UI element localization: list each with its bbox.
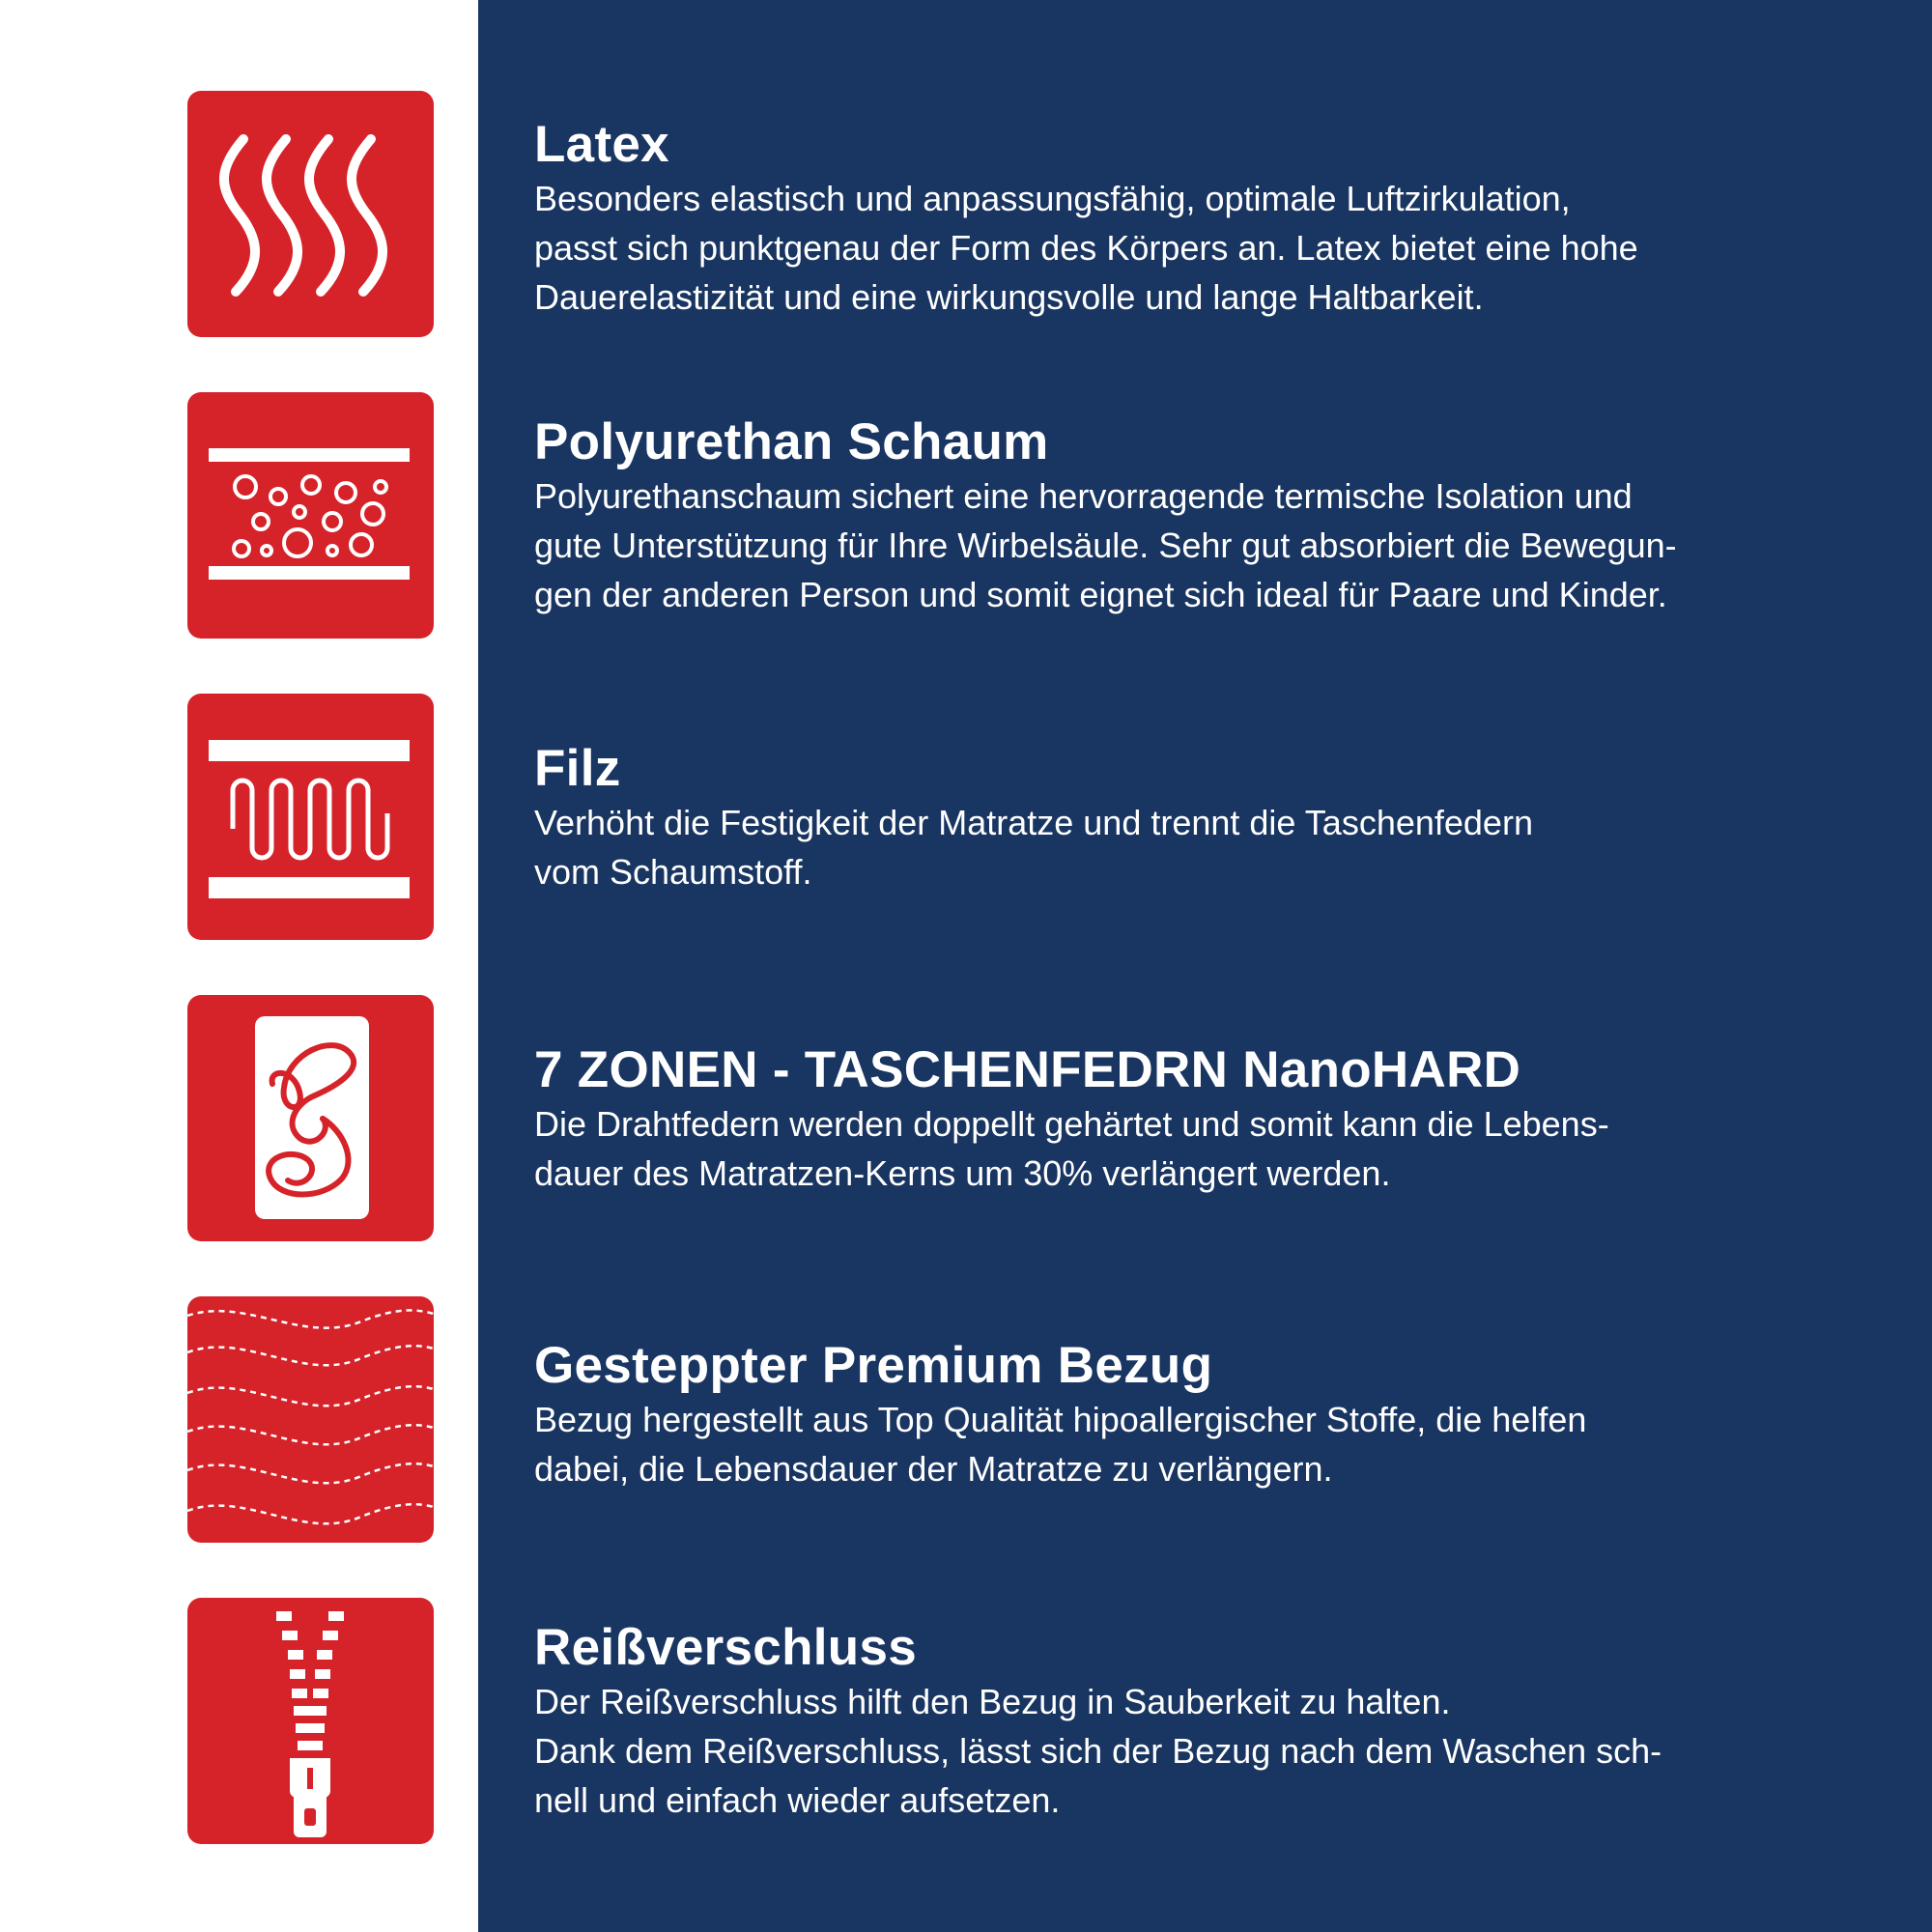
description-line: gute Unterstützung für Ihre Wirbelsäule. Sehr gut absorbiert die Bewegun- (534, 526, 1677, 565)
feature-reissverschluss (534, 1619, 1809, 1825)
feature-description (534, 798, 1809, 896)
feature-description (534, 471, 1809, 619)
description-line: Der Reißverschluss hilft den Bezug in Sauberkeit zu halten. (534, 1682, 1451, 1721)
description-line: Dank dem Reißverschluss, lässt sich der Bezug nach dem Waschen sch- (534, 1731, 1662, 1771)
description-line: Polyurethanschaum sichert eine hervorragende termische Isolation und (534, 476, 1633, 516)
feature-taschenfedern (534, 1041, 1809, 1198)
description-line: Dauerelastizität und eine wirkungsvolle und lange Haltbarkeit. (534, 277, 1484, 317)
description-line: Bezug hergestellt aus Top Qualität hipoallergischer Stoffe, die helfen (534, 1400, 1587, 1439)
description-line: vom Schaumstoff. (534, 852, 812, 892)
feature-title: Latex (534, 116, 669, 173)
feature-polyurethan-schaum (534, 413, 1809, 619)
feature-title: Gesteppter Premium Bezug (534, 1337, 1213, 1394)
feature-title: 7 ZONEN - TASCHENFEDRN NanoHARD (534, 1041, 1521, 1098)
description-line: dabei, die Lebensdauer der Matratze zu verlängern. (534, 1449, 1333, 1489)
feature-gesteppter-bezug (534, 1337, 1809, 1493)
feature-latex (534, 116, 1809, 322)
quilted-fabric-icon (187, 1296, 434, 1543)
waves-icon (187, 91, 434, 337)
pocket-spring-icon (187, 995, 434, 1241)
feature-filz (534, 740, 1809, 896)
description-line: gen der anderen Person und somit eignet sich ideal für Paare und Kinder. (534, 575, 1667, 614)
felt-zigzag-icon (187, 694, 434, 940)
description-line: dauer des Matratzen-Kerns um 30% verlängert werden. (534, 1153, 1391, 1193)
description-line: passt sich punktgenau der Form des Körpers an. Latex bietet eine hohe (534, 228, 1638, 268)
feature-title: Polyurethan Schaum (534, 413, 1049, 470)
description-line: Besonders elastisch und anpassungsfähig, optimale Luftzirkulation, (534, 179, 1571, 218)
feature-description (534, 1395, 1809, 1493)
description-line: Die Drahtfedern werden doppellt gehärtet und somit kann die Lebens- (534, 1104, 1609, 1144)
foam-bubbles-icon (187, 392, 434, 639)
icon-column (0, 0, 478, 1932)
feature-title: Filz (534, 740, 621, 797)
feature-description (534, 1099, 1809, 1198)
feature-description (534, 174, 1809, 322)
zipper-icon (187, 1598, 434, 1844)
feature-description (534, 1677, 1809, 1825)
description-line: Verhöht die Festigkeit der Matratze und trennt die Taschenfedern (534, 803, 1533, 842)
description-line: nell und einfach wieder aufsetzen. (534, 1780, 1061, 1820)
feature-title: Reißverschluss (534, 1619, 918, 1676)
